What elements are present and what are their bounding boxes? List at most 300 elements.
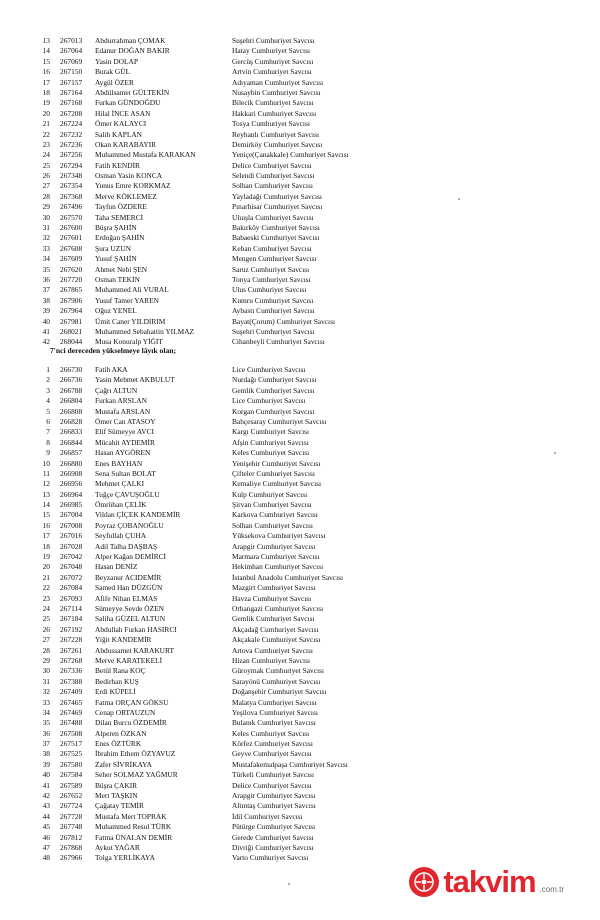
registry-number: 266964: [60, 489, 83, 499]
registry-number: 267609: [60, 254, 83, 264]
row-number: 35: [42, 264, 50, 274]
list-row: [0, 666, 600, 676]
assigned-office: Kemaliye Cumhuriyet Savcısı: [232, 479, 322, 489]
person-name: Osman TEKİN: [95, 274, 140, 284]
assigned-office: Artova Cumhuriyet Savcısı: [232, 645, 313, 655]
list-row: [0, 365, 600, 375]
row-number: 42: [42, 337, 50, 347]
list-row: [0, 396, 600, 406]
registry-number: 267232: [60, 129, 83, 139]
row-number: 13: [42, 489, 50, 499]
row-number: 27: [42, 181, 50, 191]
assigned-office: Mustafakemalpaşa Cumhuriyet Savcısı: [232, 759, 348, 769]
list-row: [0, 843, 600, 853]
list-row: [0, 760, 600, 770]
person-name: Enes ÖZTÜRK: [95, 739, 142, 749]
registry-number: 266808: [60, 406, 83, 416]
person-name: Hasan DENİZ: [95, 562, 138, 572]
person-name: Poyraz ÇOBANOĞLU: [95, 520, 164, 530]
registry-number: 266730: [60, 365, 83, 374]
list-row: [0, 770, 600, 780]
row-number: 41: [42, 780, 50, 790]
person-name: Büşra ÇAKIR: [95, 780, 138, 790]
list-row: [0, 459, 600, 469]
row-number: 21: [42, 119, 50, 129]
registry-number: 267600: [60, 223, 83, 233]
person-name: Taha SEMERCİ: [95, 212, 144, 222]
registry-number: 267906: [60, 295, 83, 305]
assigned-office: Türkeli Cumhuriyet Savcısı: [232, 770, 315, 780]
registry-number: 267981: [60, 316, 83, 326]
assigned-office: Havza Cumhuriyet Savcısı: [232, 593, 312, 603]
row-number: 41: [42, 326, 50, 336]
row-number: 11: [42, 468, 50, 478]
registry-number: 267228: [60, 635, 83, 645]
list-row: [0, 202, 600, 212]
registry-number: 267048: [60, 562, 83, 572]
list-row: [0, 562, 600, 572]
registry-number: 267469: [60, 707, 83, 717]
row-number: 23: [42, 593, 50, 603]
row-number: 18: [42, 87, 50, 97]
person-name: Merve KARATEKELİ: [95, 655, 163, 665]
registry-number: 267724: [60, 801, 83, 811]
registry-number: 267368: [60, 191, 83, 201]
row-number: 33: [42, 243, 50, 253]
row-number: 15: [42, 56, 50, 66]
list-row: [0, 718, 600, 728]
row-number: 45: [42, 822, 50, 832]
list-row: [0, 490, 600, 500]
assigned-office: Varto Cumhuriyet Savcısı: [232, 853, 309, 863]
registry-number: 267580: [60, 759, 83, 769]
list-row: [0, 296, 600, 306]
list-row: [0, 88, 600, 98]
registry-number: 267409: [60, 687, 83, 697]
registry-number: 267157: [60, 77, 83, 87]
assigned-office: Hakkari Cumhuriyet Savcısı: [232, 108, 317, 118]
registry-number: 267294: [60, 160, 83, 170]
list-row: [0, 98, 600, 108]
assigned-office: İdil Cumhuriyet Savcısı: [232, 811, 303, 821]
person-name: Furkan ARSLAN: [95, 396, 147, 406]
person-name: Sümeyye Sevde ÖZEN: [95, 603, 164, 613]
row-number: 13: [42, 36, 50, 45]
person-name: Yusuf Tamer YAREN: [95, 295, 159, 305]
registry-number: 267042: [60, 552, 83, 562]
row-number: 4: [46, 396, 50, 406]
list-row: [0, 109, 600, 119]
registry-number: 267224: [60, 119, 83, 129]
person-name: Zafer SİVRİKAYA: [95, 759, 152, 769]
assigned-office: Delice Cumhuriyet Savcısı: [232, 780, 312, 790]
person-name: Şura UZUN: [95, 243, 131, 253]
row-number: 29: [42, 202, 50, 212]
registry-number: 266788: [60, 385, 83, 395]
registry-number: 266833: [60, 427, 83, 437]
person-name: Tolga YERLİKAYA: [95, 853, 155, 863]
assigned-office: Adıyaman Cumhuriyet Savcısı: [232, 77, 324, 87]
row-number: 42: [42, 791, 50, 801]
person-name: Hilal İNCE ASAN: [95, 108, 151, 118]
row-number: 17: [42, 77, 50, 87]
list-row: [0, 687, 600, 697]
person-name: Fatih AKA: [95, 365, 128, 374]
assigned-office: Marmara Cumhuriyet Savcısı: [232, 552, 320, 562]
assigned-office: Bulanık Cumhuriyet Savcısı: [232, 718, 316, 728]
person-name: Dilan Burcu ÖZDEMİR: [95, 718, 167, 728]
person-name: Mehmet ÇALKI: [95, 479, 145, 489]
row-number: 18: [42, 541, 50, 551]
person-name: Fatma ORÇAN GÖKSU: [95, 697, 169, 707]
row-number: 24: [42, 603, 50, 613]
person-name: Okan KARABAYIR: [95, 139, 157, 149]
registry-number: 267601: [60, 233, 83, 243]
assigned-office: Delice Cumhuriyet Savcısı: [232, 160, 312, 170]
row-number: 39: [42, 759, 50, 769]
registry-number: 267192: [60, 624, 83, 634]
list-row: [0, 192, 600, 202]
list-row: [0, 833, 600, 843]
person-name: Alperen ÖZKAN: [95, 728, 147, 738]
registry-number: 267069: [60, 56, 83, 66]
watermark-suffix: .com.tr: [539, 885, 564, 894]
row-number: 5: [46, 406, 50, 416]
person-name: Fatma ÜNALAN DEMİR: [95, 832, 173, 842]
registry-number: 267168: [60, 98, 83, 108]
registry-number: 267465: [60, 697, 83, 707]
registry-number: 266736: [60, 375, 83, 385]
person-name: Bedirhan KUŞ: [95, 676, 139, 686]
list-row: [0, 375, 600, 385]
row-number: 35: [42, 718, 50, 728]
assigned-office: Tonya Cumhuriyet Savcısı: [232, 274, 311, 284]
registry-number: 267865: [60, 285, 83, 295]
person-name: Muhammed Sebahattin YILMAZ: [95, 326, 195, 336]
person-name: Saliha GÜZEL ALTUN: [95, 614, 166, 624]
person-name: Abdullah Furkan HASIRCI: [95, 624, 177, 634]
row-number: 46: [42, 832, 50, 842]
registry-number: 267720: [60, 274, 83, 284]
assigned-office: Karkova Cumhuriyet Savcısı: [232, 510, 318, 520]
list-row: [0, 853, 600, 863]
person-name: Tuğçe ÇAVUŞOĞLU: [95, 489, 160, 499]
list-row: [0, 822, 600, 832]
row-number: 39: [42, 306, 50, 316]
assigned-office: Sarayönü Cumhuriyet Savcısı: [232, 676, 321, 686]
row-number: 25: [42, 614, 50, 624]
person-name: Aygül ÖZER: [95, 77, 134, 87]
list-row: [0, 604, 600, 614]
assigned-office: Korgan Cumhuriyet Savcısı: [232, 406, 315, 416]
row-number: 21: [42, 572, 50, 582]
list-row: [0, 656, 600, 666]
assigned-office: Kargı Cumhuriyet Savcısı: [232, 427, 310, 437]
assigned-office: Nurdağı Cumhuriyet Savcısı: [232, 375, 317, 385]
row-number: 28: [42, 645, 50, 655]
registry-number: 267868: [60, 842, 83, 852]
registry-number: 267028: [60, 541, 83, 551]
registry-number: 266880: [60, 458, 83, 468]
list-row: [0, 739, 600, 749]
person-name: Ümit Caner YILDIRIM: [95, 316, 166, 326]
row-number: 23: [42, 139, 50, 149]
assigned-office: Keles Cumhuriyet Savcısı: [232, 728, 310, 738]
list-row: [0, 78, 600, 88]
assigned-office: Lice Cumhuriyet Savcısı: [232, 396, 306, 406]
person-name: Aykut YAĞAR: [95, 842, 140, 852]
list-row: [0, 677, 600, 687]
person-name: Mert TAŞKIN: [95, 791, 138, 801]
registry-number: 267388: [60, 676, 83, 686]
list-row: [0, 57, 600, 67]
registry-number: 267652: [60, 791, 83, 801]
list-row: [0, 812, 600, 822]
assigned-office: Gemlik Cumhuriyet Savcısı: [232, 614, 315, 624]
assigned-office: Demirköy Cumhuriyet Savcısı: [232, 139, 323, 149]
list-row: [0, 161, 600, 171]
assigned-office: Yenişehir Cumhuriyet Savcısı: [232, 458, 321, 468]
person-name: Vildan ÇİÇEK KANDEMİR: [95, 510, 181, 520]
scan-speck: [458, 198, 460, 200]
list-row: [0, 285, 600, 295]
person-name: Ömrühan ÇELİK: [95, 500, 147, 510]
list-row: [0, 254, 600, 264]
assigned-office: Şirvan Cumhuriyet Savcısı: [232, 500, 312, 510]
assigned-office: Çifteler Cumhuriyet Savcısı: [232, 468, 315, 478]
scan-speck: [554, 452, 556, 454]
takvim-logo-icon: [409, 867, 439, 897]
appointment-list-bottom: [0, 365, 600, 864]
registry-number: 267064: [60, 46, 83, 56]
assigned-office: Bayat(Çorum) Cumhuriyet Savcısı: [232, 316, 336, 326]
list-row: [0, 67, 600, 77]
person-name: Ömer Can ATASOY: [95, 416, 156, 426]
row-number: 20: [42, 108, 50, 118]
list-row: [0, 244, 600, 254]
registry-number: 267964: [60, 306, 83, 316]
assigned-office: Babaeski Cumhuriyet Savcısı: [232, 233, 320, 243]
row-number: 28: [42, 191, 50, 201]
person-name: Mustafa ARSLAN: [95, 406, 151, 416]
person-name: Erdi KÜPELİ: [95, 687, 136, 697]
list-row: [0, 625, 600, 635]
person-name: Oğuz YENEL: [95, 306, 137, 316]
list-row: [0, 583, 600, 593]
list-row: [0, 275, 600, 285]
assigned-office: Mengen Cumhuriyet Savcısı: [232, 254, 317, 264]
person-name: Muhammed Mustafa KARAKAN: [95, 150, 196, 160]
row-number: 7: [46, 427, 50, 437]
assigned-office: Orhangazi Cumhuriyet Savcısı: [232, 603, 324, 613]
list-row: [0, 119, 600, 129]
row-number: 36: [42, 728, 50, 738]
row-number: 40: [42, 770, 50, 780]
person-name: Osman Yasin KONCA: [95, 171, 163, 181]
list-row: [0, 542, 600, 552]
row-number: 20: [42, 562, 50, 572]
list-row: [0, 521, 600, 531]
row-number: 32: [42, 687, 50, 697]
list-row: [0, 791, 600, 801]
person-name: Furkan GÜNDOĞDU: [95, 98, 161, 108]
list-row: [0, 438, 600, 448]
person-name: Çağrı ALTUN: [95, 385, 138, 395]
list-row: [0, 317, 600, 327]
row-number: 24: [42, 150, 50, 160]
person-name: Ömer KALAYCI: [95, 119, 147, 129]
person-name: Yusuf ŞAHİN: [95, 254, 137, 264]
assigned-office: Keban Cumhuriyet Savcısı: [232, 243, 312, 253]
row-number: 36: [42, 274, 50, 284]
person-name: Muhammed Resul TÜRK: [95, 822, 172, 832]
assigned-office: Saruz Cumhuriyet Savcısı: [232, 264, 310, 274]
assigned-office: Suşehri Cumhuriyet Savcısı: [232, 326, 315, 336]
row-number: 48: [42, 853, 50, 863]
list-row: [0, 130, 600, 140]
list-row: [0, 635, 600, 645]
registry-number: 267812: [60, 832, 83, 842]
registry-number: 266956: [60, 479, 83, 489]
scan-speck: [288, 883, 290, 885]
list-row: [0, 327, 600, 337]
row-number: 14: [42, 46, 50, 56]
person-name: Samed Han DÜZGÜN: [95, 583, 163, 593]
assigned-office: Nusaybin Cumhuriyet Savcısı: [232, 87, 321, 97]
person-name: İbrahim Ethem ÖZYAVUZ: [95, 749, 176, 759]
assigned-office: Divriği Cumhuriyet Savcısı: [232, 842, 314, 852]
row-number: 22: [42, 129, 50, 139]
person-name: Yiğit KANDEMİR: [95, 635, 152, 645]
list-row: [0, 801, 600, 811]
list-row: [0, 427, 600, 437]
row-number: 1: [46, 365, 50, 374]
row-number: 9: [46, 448, 50, 458]
row-number: 37: [42, 285, 50, 295]
row-number: 10: [42, 458, 50, 468]
person-name: Mücahit AYDEMİR: [95, 437, 155, 447]
row-number: 38: [42, 749, 50, 759]
list-row: [0, 265, 600, 275]
assigned-office: Gemlik Cumhuriyet Savcısı: [232, 385, 315, 395]
row-number: 19: [42, 98, 50, 108]
row-number: 27: [42, 635, 50, 645]
assigned-office: Hatay Cumhuriyet Savcısı: [232, 46, 310, 56]
row-number: 30: [42, 212, 50, 222]
list-row: [0, 614, 600, 624]
row-number: 26: [42, 624, 50, 634]
assigned-office: Geyve Cumhuriyet Savcısı: [232, 749, 312, 759]
row-number: 16: [42, 67, 50, 77]
registry-number: 267608: [60, 243, 83, 253]
list-row: [0, 698, 600, 708]
person-name: Fatih KENDİR: [95, 160, 140, 170]
assigned-office: Bilecik Cumhuriyet Savcısı: [232, 98, 314, 108]
person-name: Ahmet Nebi ŞEN: [95, 264, 148, 274]
row-number: 16: [42, 520, 50, 530]
registry-number: 267208: [60, 108, 83, 118]
watermark-logo: [409, 864, 564, 900]
row-number: 34: [42, 707, 50, 717]
assigned-office: Malatya Cumhuriyet Savcısı: [232, 697, 317, 707]
list-row: [0, 306, 600, 316]
assigned-office: Gercüş Cumhuriyet Savcısı: [232, 56, 314, 66]
registry-number: 267013: [60, 36, 83, 45]
assigned-office: Ulus Cumhuriyet Savcısı: [232, 285, 307, 295]
appointment-list-top: [0, 36, 600, 348]
registry-number: 267748: [60, 822, 83, 832]
assigned-office: Hekimhan Cumhuriyet Savcısı: [232, 562, 324, 572]
assigned-office: Gerede Cumhuriyet Savcısı: [232, 832, 314, 842]
assigned-office: Lice Cumhuriyet Savcısı: [232, 365, 306, 374]
registry-number: 268021: [60, 326, 83, 336]
row-number: 44: [42, 811, 50, 821]
registry-number: 267589: [60, 780, 83, 790]
person-name: Mustafa Mert TOPRAK: [95, 811, 167, 821]
row-number: 2: [46, 375, 50, 385]
list-row: [0, 150, 600, 160]
person-name: Erdoğan ŞAHİN: [95, 233, 145, 243]
assigned-office: Akçakale Cumhuriyet Savcısı: [232, 635, 321, 645]
assigned-office: Hizan Cumhuriyet Savcısı: [232, 655, 310, 665]
list-row: [0, 500, 600, 510]
assigned-office: Doğanşehir Cumhuriyet Savcısı: [232, 687, 327, 697]
list-row: [0, 417, 600, 427]
list-row: [0, 233, 600, 243]
person-name: Cenap ORTAUZUN: [95, 707, 156, 717]
row-number: 37: [42, 739, 50, 749]
registry-number: 267004: [60, 510, 83, 520]
assigned-office: İstanbul Anadolu Cumhuriyet Savcısı: [232, 572, 344, 582]
assigned-office: Mazgirt Cumhuriyet Savcısı: [232, 583, 316, 593]
person-name: Beyzanur ACIDEMİR: [95, 572, 162, 582]
list-row: [0, 552, 600, 562]
list-row: [0, 469, 600, 479]
registry-number: 266985: [60, 500, 83, 510]
person-name: Abdurrahman ÇOMAK: [95, 36, 166, 45]
list-row: [0, 781, 600, 791]
assigned-office: Cihanbeyli Cumhuriyet Savcısı: [232, 337, 325, 347]
assigned-office: Aybastı Cumhuriyet Savcısı: [232, 306, 315, 316]
registry-number: 267488: [60, 718, 83, 728]
assigned-office: Bakırköy Cumhuriyet Savcısı: [232, 223, 320, 233]
person-name: Musa Konuralp YİĞİT: [95, 337, 163, 347]
registry-number: 267256: [60, 150, 83, 160]
assigned-office: Güroymak Cumhuriyet Savcısı: [232, 666, 324, 676]
registry-number: 268044: [60, 337, 83, 347]
list-row: [0, 213, 600, 223]
person-name: Yasin Mehmet AKBULUT: [95, 375, 175, 385]
row-number: 26: [42, 171, 50, 181]
person-name: Muhammed Ali VURAL: [95, 285, 169, 295]
assigned-office: Pınarhisar Cumhuriyet Savcısı: [232, 202, 323, 212]
registry-number: 266908: [60, 468, 83, 478]
registry-number: 267336: [60, 666, 83, 676]
row-number: 31: [42, 676, 50, 686]
row-number: 47: [42, 842, 50, 852]
registry-number: 267570: [60, 212, 83, 222]
registry-number: 266804: [60, 396, 83, 406]
assigned-office: Bahçesaray Cumhuriyet Savcısı: [232, 416, 327, 426]
registry-number: 267508: [60, 728, 83, 738]
person-name: Adil Talha DAŞBAŞ: [95, 541, 158, 551]
registry-number: 267348: [60, 171, 83, 181]
list-row: [0, 223, 600, 233]
row-number: 3: [46, 385, 50, 395]
person-name: Abdülsamet GÜLTEKİN: [95, 87, 170, 97]
list-row: [0, 386, 600, 396]
row-number: 17: [42, 531, 50, 541]
